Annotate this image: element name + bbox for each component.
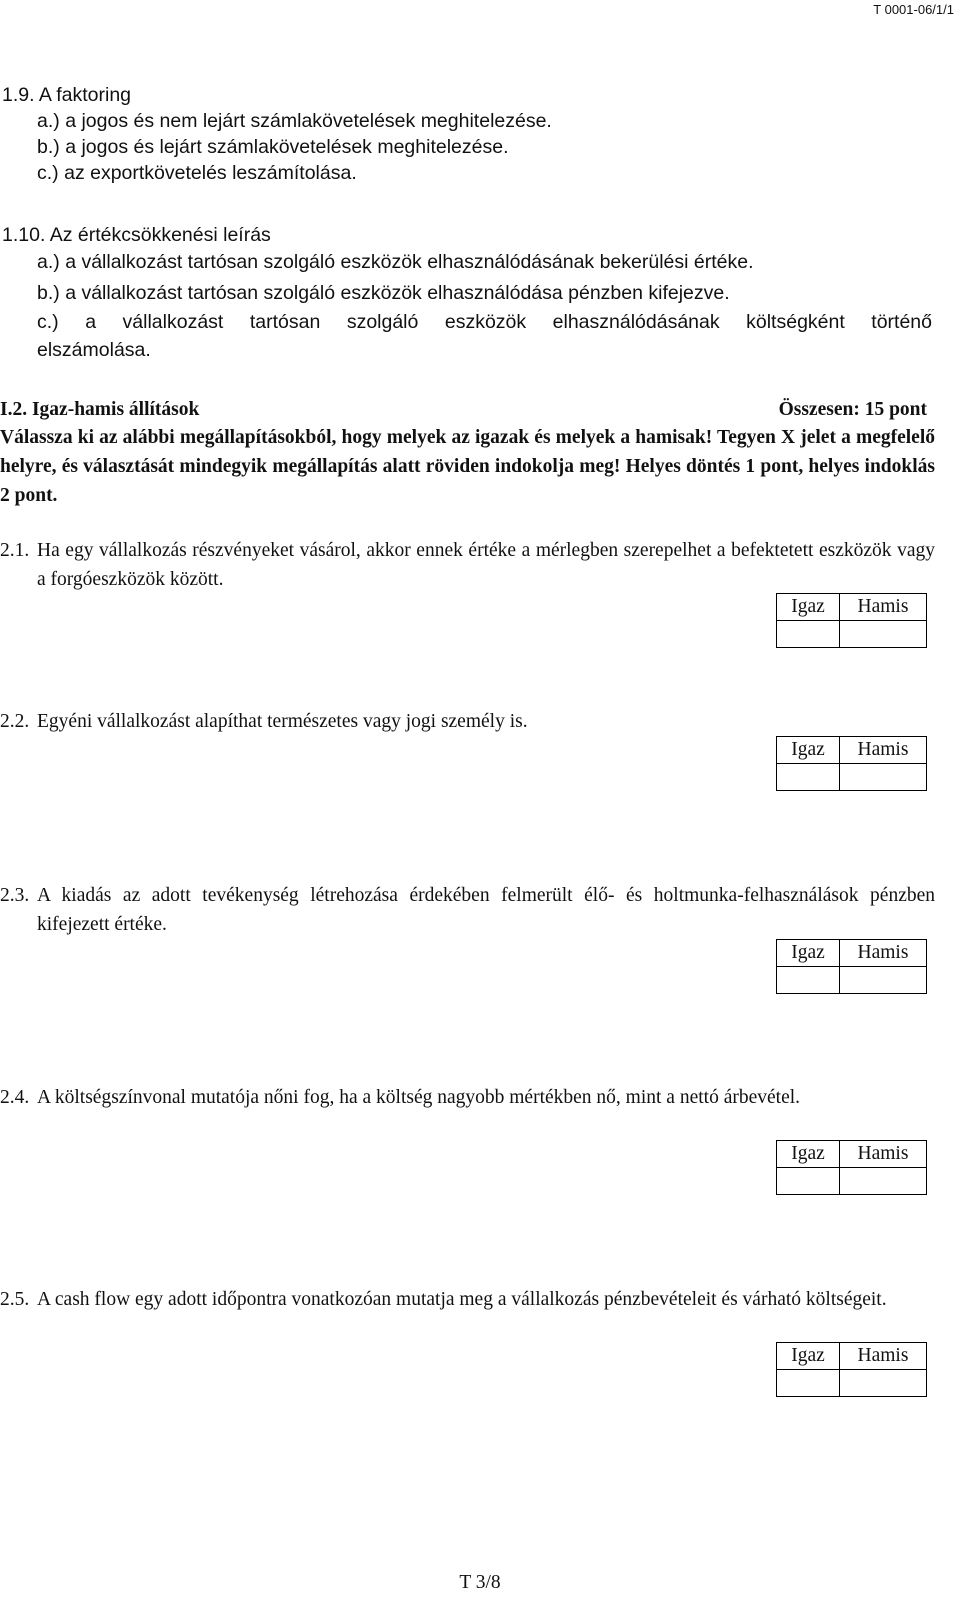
section-instructions: Válassza ki az alábbi megállapításokból, hogy melyek az igazak és melyek a hamisak! Tegyen X jelet a megfelelő helyre, és választását mindegyik megállapítás alatt röviden indokolja meg! Helyes döntés 1 pont, helyes indoklás 2 pont. bbox=[0, 427, 935, 506]
question-1-10-title: 1.10. Az értékcsökkenési leírás bbox=[2, 224, 271, 246]
option-1-9-c: c.) az exportkövetelés leszámítolása. bbox=[37, 162, 357, 184]
false-checkbox[interactable] bbox=[840, 764, 927, 791]
option-1-10-b: b.) a vállalkozást tartósan szolgáló eszközök elhasználódása pénzben kifejezve. bbox=[37, 282, 730, 304]
true-checkbox[interactable] bbox=[777, 1168, 840, 1195]
question-text: A költségszínvonal mutatója nőni fog, ha a költség nagyobb mértékben nő, mint a nettó árbevétel. bbox=[37, 1087, 801, 1108]
false-header: Hamis bbox=[840, 1141, 927, 1168]
answer-box-2-4 bbox=[776, 1140, 927, 1195]
true-header: Igaz bbox=[777, 1141, 840, 1168]
true-header: Igaz bbox=[777, 594, 840, 621]
true-checkbox[interactable] bbox=[777, 1370, 840, 1397]
false-header: Hamis bbox=[840, 594, 927, 621]
section-title: I.2. Igaz-hamis állítások bbox=[0, 399, 200, 420]
page-number: T 3/8 bbox=[459, 1572, 501, 1593]
question-1-9-title: 1.9. A faktoring bbox=[2, 84, 132, 106]
question-number: 2.3. bbox=[0, 885, 30, 906]
question-number: 2.5. bbox=[0, 1289, 30, 1310]
question-text: A kiadás az adott tevékenység létrehozása érdekében felmerült élő- és holtmunka-felhasználások pénzben kifejezett értéke. bbox=[37, 885, 935, 935]
false-checkbox[interactable] bbox=[840, 967, 927, 994]
section-points: Összesen: 15 pont bbox=[778, 399, 927, 420]
option-1-9-b: b.) a jogos és lejárt számlakövetelések meghitelezése. bbox=[37, 136, 509, 158]
option-1-9-a: a.) a jogos és nem lejárt számlakövetelések meghitelezése. bbox=[37, 110, 552, 132]
question-text: A cash flow egy adott időpontra vonatkozóan mutatja meg a vállalkozás pénzbevételeit és várható költségeit. bbox=[37, 1289, 887, 1310]
true-header: Igaz bbox=[777, 940, 840, 967]
question-text: Ha egy vállalkozás részvényeket vásárol, akkor ennek értéke a mérlegben szerepelhet a befektetett eszközök vagy a forgóeszközök között. bbox=[37, 540, 935, 590]
true-checkbox[interactable] bbox=[777, 764, 840, 791]
question-text: Egyéni vállalkozást alapíthat természetes vagy jogi személy is. bbox=[37, 711, 528, 732]
false-checkbox[interactable] bbox=[840, 1168, 927, 1195]
true-header: Igaz bbox=[777, 1343, 840, 1370]
true-checkbox[interactable] bbox=[777, 621, 840, 648]
answer-box-2-2 bbox=[776, 736, 927, 791]
question-number: 2.1. bbox=[0, 540, 30, 561]
option-1-10-c: c.) a vállalkozást tartósan szolgáló eszközök elhasználódásának költségként történő bbox=[37, 311, 932, 333]
answer-box-2-1 bbox=[776, 593, 927, 648]
question-number: 2.2. bbox=[0, 711, 30, 732]
answer-box-2-5 bbox=[776, 1342, 927, 1397]
option-1-10-c-continuation: elszámolása. bbox=[37, 339, 151, 361]
false-checkbox[interactable] bbox=[840, 621, 927, 648]
section-header bbox=[0, 396, 927, 423]
false-header: Hamis bbox=[840, 737, 927, 764]
true-checkbox[interactable] bbox=[777, 967, 840, 994]
false-checkbox[interactable] bbox=[840, 1370, 927, 1397]
question-number: 2.4. bbox=[0, 1087, 30, 1108]
false-header: Hamis bbox=[840, 1343, 927, 1370]
document-code: T 0001-06/1/1 bbox=[873, 2, 954, 17]
answer-box-2-3 bbox=[776, 939, 927, 994]
false-header: Hamis bbox=[840, 940, 927, 967]
true-header: Igaz bbox=[777, 737, 840, 764]
option-1-10-a: a.) a vállalkozást tartósan szolgáló eszközök elhasználódásának bekerülési értéke. bbox=[37, 251, 754, 273]
